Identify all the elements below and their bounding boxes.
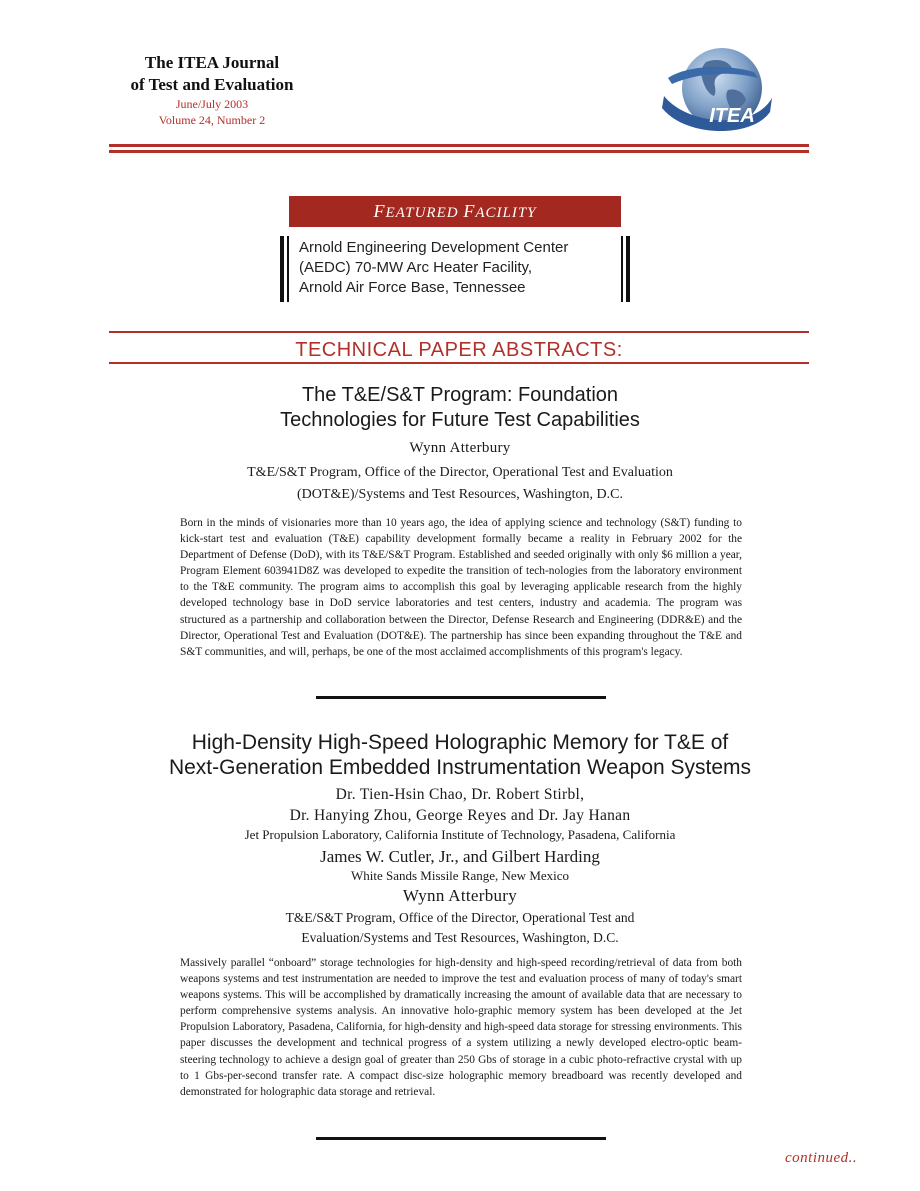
paper2-authors-line: Dr. Tien-Hsin Chao, Dr. Robert Stirbl, [335,786,585,803]
paper2-affiliation-dote [110,908,810,948]
separator-rule-1 [316,696,606,699]
paper1-title-line: The T&E/S&T Program: Foundation [301,384,619,406]
featured-left-bar-thin [287,236,289,302]
paper1-affiliation-line: (DOT&E)/Systems and Test Resources, Washington, D.C. [297,487,623,502]
paper2-affiliation-wsmr: White Sands Missile Range, New Mexico [350,868,570,883]
paper2-authors-line: Dr. Hanying Zhou, George Reyes and Dr. Jay Hanan [289,807,631,824]
featured-right-bar-thick [626,236,630,302]
featured-right-bar-thin [621,236,623,302]
masthead [112,52,312,128]
banner-letter-f: F [373,201,386,221]
issue-date: June/July 2003 [175,97,249,111]
featured-left-bar-thick [280,236,284,302]
banner-word-eatured: EATURED [385,205,464,221]
paper1-title [110,383,810,433]
logo-text: ITEA [709,105,755,127]
section-title: TECHNICAL PAPER ABSTRACTS: [295,339,623,361]
separator-rule-2 [316,1137,606,1140]
paper2-authors-wsmr: James W. Cutler, Jr., and Gilbert Harding [320,847,600,866]
paper2-title-line: High-Density High-Speed Holographic Memory for T&E of [191,731,729,754]
banner-letter-f2: F [463,201,476,221]
section-rule-bottom [109,362,809,364]
featured-line: Arnold Engineering Development Center [299,239,569,256]
itea-globe-logo [658,38,776,142]
paper1-affiliation [110,462,810,506]
paper2-affiliation-line: T&E/S&T Program, Office of the Director, Operational Test and [285,910,635,925]
paper2-affiliation-jpl: Jet Propulsion Laboratory, California Institute of Technology, Pasadena, California [244,827,676,842]
featured-line: Arnold Air Force Base, Tennessee [299,279,526,296]
paper2-abstract: Massively parallel “onboard” storage technologies for high-density and high-speed recording/retrieval of data from both weapons systems and test instrumentation are needed to improve the test and evaluation process of many of today's smart weapons systems. This will be accomplished by dramatically increasing the amount of available data that are necessary to perform comprehensive systems analysis. An innovative holo-graphic memory system has been developed at the Jet Propulsion Laboratory, Pasadena, California, for high-density and high-speed data storage for stressing environments. This paper discusses the development and technical progress of a system utilizing a newly developed electro-optic beam-steering technology to achieve a design goal of greater than 250 Gbs of storage in a cubic photo-refractive crystal with up to 1 Gbs-per-second transfer rate. A compact disc-size holographic memory breadboard was recently developed and demonstrated for holographic data storage and retrieval. [180,957,742,1098]
paper2-title [110,730,810,780]
featured-facility-banner [289,196,621,227]
paper2-title-line: Next-Generation Embedded Instrumentation Weapon Systems [168,756,752,779]
issue-volume: Volume 24, Number 2 [158,113,266,127]
continued-label: continued.. [785,1150,858,1166]
header-rule-1 [109,144,809,147]
paper2-authors [110,784,810,826]
paper2-affiliation-line: Evaluation/Systems and Test Resources, Washington, D.C. [301,930,619,945]
journal-title-line2: of Test and Evaluation [130,75,294,94]
section-rule-top [109,331,809,333]
paper1-title-line: Technologies for Future Test Capabilities [280,409,640,431]
paper1-affiliation-line: T&E/S&T Program, Office of the Director, Operational Test and Evaluation [247,465,673,480]
featured-line: (AEDC) 70-MW Arc Heater Facility, [299,259,533,276]
paper1-abstract: Born in the minds of visionaries more than 10 years ago, the idea of applying science and technology (S&T) funding to kick-start test and evaluation (T&E) capability development formally became a reality in February 2002 for the Department of Defense (DoD), with its T&E/S&T Program. Established and seeded originally with only $6 million a year, Program Element 603941D8Z was developed to expedite the transition of tech-nologies from the laboratory environment to the T&E community. The program aims to accomplish this goal by leveraging applicable research from the highly developed technology base in DoD service laboratories and test centers, industry and academia. The program was structured as a partnership and collaboration between the Director, Defense Research and Engineering (DDR&E) and the Director, Operational Test and Evaluation (DOT&E). The partnership has since been expanding throughout the T&E and S&T communities, and will, perhaps, be one of the most acclaimed accomplishments of this program's legacy. [180,517,742,658]
header-rule-2 [109,150,809,153]
paper1-author: Wynn Atterbury [409,440,511,456]
banner-word-acility: ACILITY [475,205,537,221]
journal-title-line1: The ITEA Journal [144,53,280,72]
paper2-author-atterbury: Wynn Atterbury [402,886,518,905]
featured-facility-text [299,238,609,298]
